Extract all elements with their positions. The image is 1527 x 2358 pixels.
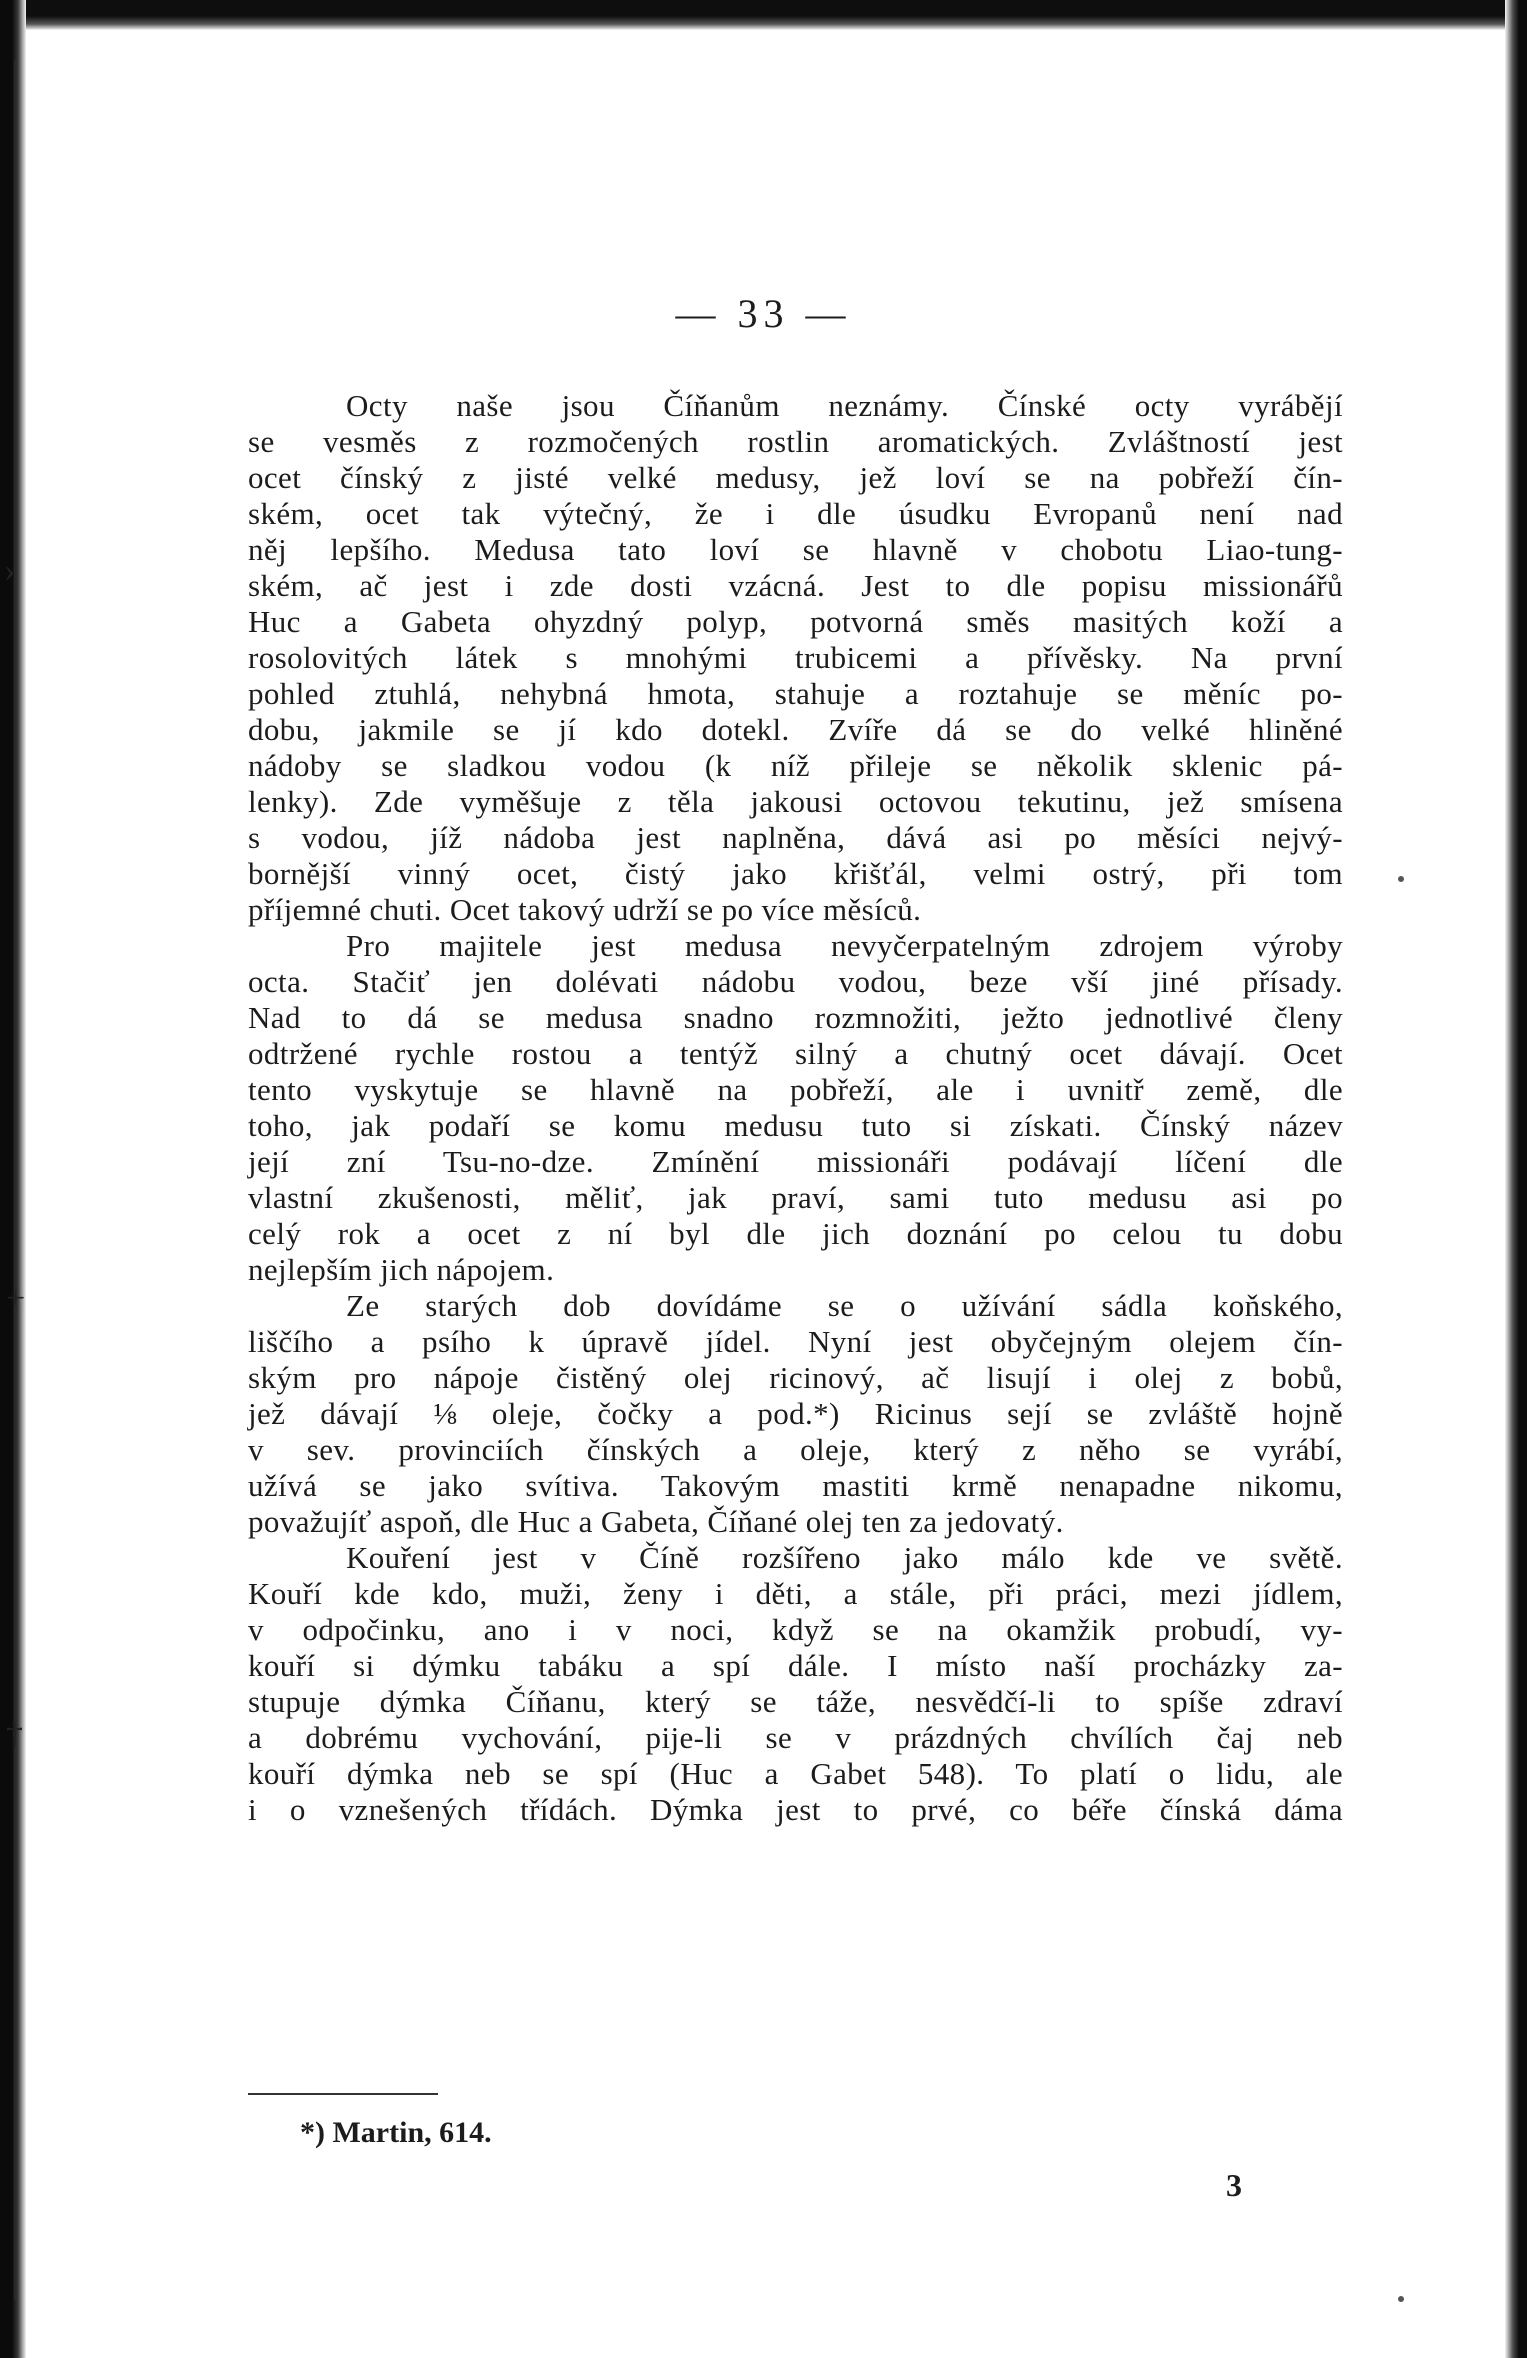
scan-top-edge: [0, 0, 1527, 30]
text-line: a dobrému vychování, pije-li se v prázdných chvílích čaj neb: [248, 1720, 1343, 1755]
text-line: celý rok a ocet z ní byl dle jich doznání po celou tu dobu: [248, 1216, 1343, 1251]
text-line: jež dávají ⅛ oleje, čočky a pod.*) Ricinus sejí se zvláště hojně: [248, 1396, 1343, 1431]
text-line: její zní Tsu-no-dze. Zmínění missionáři podávají líčení dle: [248, 1144, 1343, 1179]
margin-tick-mark: ›: [4, 552, 16, 589]
page-number: — 33 —: [675, 291, 852, 336]
text-line: tento vyskytuje se hlavně na pobřeží, ale i uvnitř země, dle: [248, 1072, 1343, 1107]
binding-margin-line: [14, 60, 16, 2300]
text-line: toho, jak podaří se komu medusu tuto si získati. Čínský název: [248, 1108, 1343, 1143]
text-line: Octy naše jsou Číňanům neznámy. Čínské octy vyrábějí: [346, 388, 1343, 423]
text-line: něj lepšího. Medusa tato loví se hlavně v chobotu Liao-tung-: [248, 532, 1343, 567]
text-line: příjemné chuti. Ocet takový udrží se po více měsíců.: [248, 892, 922, 927]
text-line: liščího a psího k úpravě jídel. Nyní jest obyčejným olejem čín-: [248, 1324, 1343, 1359]
text-line: kouří dýmka neb se spí (Huc a Gabet 548). To platí o lidu, ale: [248, 1756, 1343, 1791]
text-line: odtržené rychle rostou a tentýž silný a chutný ocet dávají. Ocet: [248, 1036, 1343, 1071]
text-line: octa. Stačiť jen dolévati nádobu vodou, beze vší jiné přísady.: [248, 964, 1343, 999]
text-line: i o vznešených třídách. Dýmka jest to prvé, co béře čínská dáma: [248, 1792, 1343, 1827]
text-line: v sev. provinciích čínských a oleje, který z něho se vyrábí,: [248, 1432, 1343, 1467]
text-line: kouří si dýmku tabáku a spí dále. I místo naší procházky za-: [248, 1648, 1343, 1683]
text-line: Pro majitele jest medusa nevyčerpatelným zdrojem výroby: [346, 928, 1343, 963]
text-line: s vodou, jíž nádoba jest naplněna, dává asi po měsíci nejvý-: [248, 820, 1343, 855]
text-line: Nad to dá se medusa snadno rozmnožiti, ježto jednotlivé členy: [248, 1000, 1343, 1035]
text-line: rosolovitých látek s mnohými trubicemi a přívěsky. Na první: [248, 640, 1343, 675]
text-line: stupuje dýmka Číňanu, který se táže, nesvědčí-li to spíše zdraví: [248, 1684, 1343, 1719]
footnote-divider: [248, 2093, 438, 2095]
scan-right-edge: [1505, 0, 1527, 2358]
text-line: považujíť aspoň, dle Huc a Gabeta, Číňané olej ten za jedovatý.: [248, 1504, 1064, 1539]
text-line: nejlepším jich nápojem.: [248, 1252, 555, 1287]
scan-left-edge: [0, 0, 26, 2358]
text-line: nádoby se sladkou vodou (k níž přileje se několik sklenic pá-: [248, 748, 1343, 783]
scan-speck: [1398, 2296, 1404, 2302]
text-line: se vesměs z rozmočených rostlin aromatických. Zvláštností jest: [248, 424, 1343, 459]
scan-speck: [1398, 876, 1404, 882]
text-line: Kouření jest v Číně rozšířeno jako málo kde ve světě.: [346, 1540, 1343, 1575]
footnote: *) Martin, 614.: [300, 2116, 492, 2149]
margin-tick-mark: †: [6, 1716, 23, 1753]
text-line: vlastní zkušenosti, měliť, jak praví, sami tuto medusu asi po: [248, 1180, 1343, 1215]
text-line: pohled ztuhlá, nehybná hmota, stahuje a roztahuje se měníc po-: [248, 676, 1343, 711]
text-line: užívá se jako svítiva. Takovým mastiti krmě nenapadne nikomu,: [248, 1468, 1343, 1503]
body-text: [248, 388, 1343, 1828]
text-line: ským pro nápoje čistěný olej ricinový, ač lisují i olej z bobů,: [248, 1360, 1343, 1395]
margin-tick-mark: +: [6, 1280, 26, 1317]
text-line: Kouří kde kdo, muži, ženy i děti, a stále, při práci, mezi jídlem,: [248, 1576, 1343, 1611]
text-line: ocet čínský z jisté velké medusy, jež loví se na pobřeží čín-: [248, 460, 1343, 495]
text-line: Ze starých dob dovídáme se o užívání sádla koňského,: [346, 1288, 1343, 1323]
text-line: Huc a Gabeta ohyzdný polyp, potvorná směs masitých koží a: [248, 604, 1343, 639]
text-line: bornější vinný ocet, čistý jako křišťál, velmi ostrý, při tom: [248, 856, 1343, 891]
text-line: v odpočinku, ano i v noci, když se na okamžik probudí, vy-: [248, 1612, 1343, 1647]
text-line: ském, ocet tak výtečný, že i dle úsudku Evropanů není nad: [248, 496, 1343, 531]
text-line: ském, ač jest i zde dosti vzácná. Jest to dle popisu missionářů: [248, 568, 1343, 603]
printer-signature-mark: 3: [1226, 2167, 1242, 2203]
text-line: dobu, jakmile se jí kdo dotekl. Zvíře dá se do velké hliněné: [248, 712, 1343, 747]
text-line: lenky). Zde vyměšuje z těla jakousi octovou tekutinu, jež smísena: [248, 784, 1343, 819]
